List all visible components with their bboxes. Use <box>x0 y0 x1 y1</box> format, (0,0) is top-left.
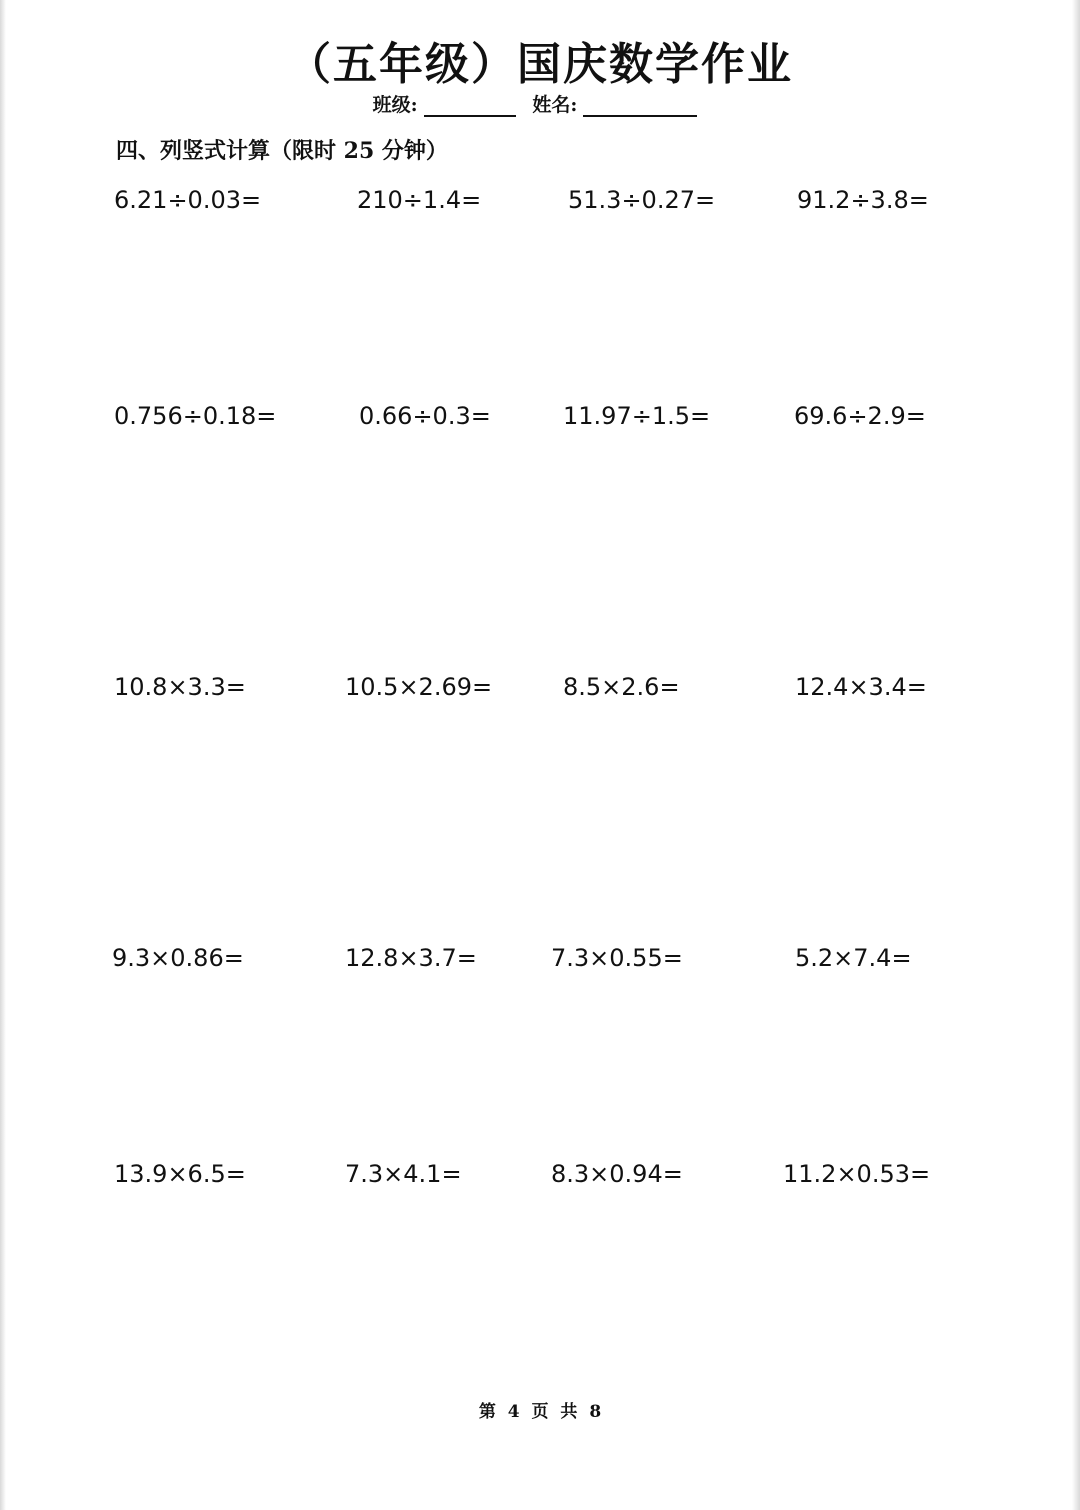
name-blank-line <box>583 93 697 117</box>
page-edge-right <box>1072 0 1080 1510</box>
page-title: （五年级）国庆数学作业 <box>287 39 793 90</box>
section-heading: 四、列竖式计算（限时 25 分钟） <box>116 138 448 164</box>
problem-item: 69.6÷2.9= <box>794 402 926 430</box>
problem-item: 10.5×2.69= <box>345 673 493 701</box>
problem-item: 0.66÷0.3= <box>359 402 491 430</box>
class-blank-line <box>424 93 516 117</box>
student-info-row <box>0 90 1080 117</box>
problem-item: 7.3×0.55= <box>551 944 683 972</box>
problem-item: 91.2÷3.8= <box>797 186 929 214</box>
problem-item: 11.97÷1.5= <box>563 402 711 430</box>
problem-item: 9.3×0.86= <box>112 944 244 972</box>
problem-item: 13.9×6.5= <box>114 1160 246 1188</box>
problem-item: 7.3×4.1= <box>345 1160 462 1188</box>
problem-item: 210÷1.4= <box>357 186 482 214</box>
page-edge-left <box>0 0 6 1510</box>
problem-item: 12.8×3.7= <box>345 944 477 972</box>
problem-item: 0.756÷0.18= <box>114 402 277 430</box>
problem-item: 51.3÷0.27= <box>568 186 716 214</box>
class-label: 班级: <box>372 94 418 116</box>
problem-item: 6.21÷0.03= <box>114 186 262 214</box>
page-number: 第 4 页 共 8 <box>478 1402 602 1422</box>
name-label: 姓名: <box>532 94 578 116</box>
problem-item: 5.2×7.4= <box>795 944 912 972</box>
problem-item: 12.4×3.4= <box>795 673 927 701</box>
problem-item: 11.2×0.53= <box>783 1160 931 1188</box>
problem-item: 10.8×3.3= <box>114 673 246 701</box>
problem-item: 8.3×0.94= <box>551 1160 683 1188</box>
problem-item: 8.5×2.6= <box>563 673 680 701</box>
